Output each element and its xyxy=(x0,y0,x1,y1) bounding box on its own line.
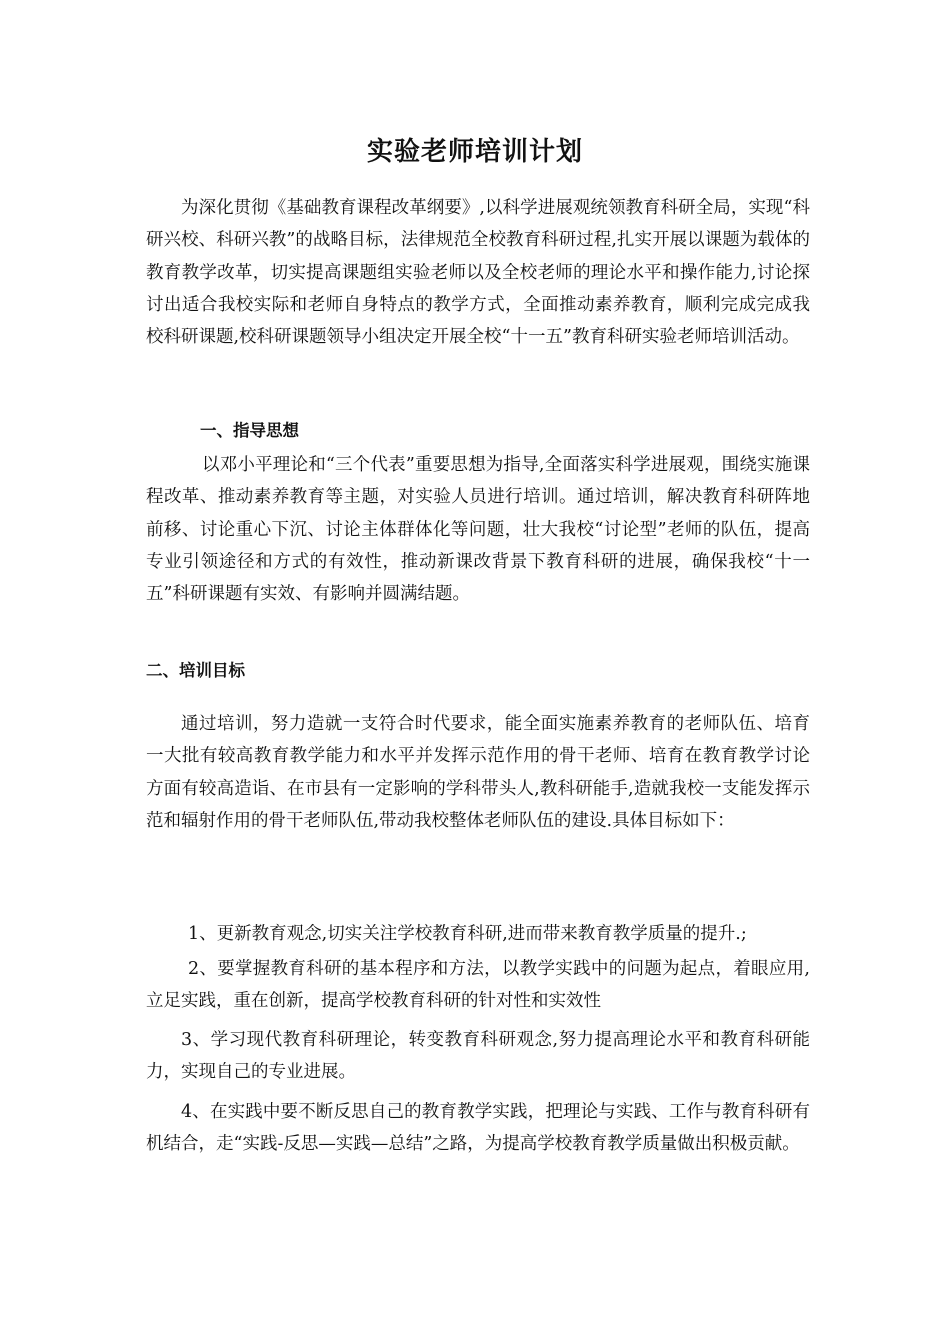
section1-heading: 一、指导思想 xyxy=(200,421,299,440)
goal-item-4: 4、在实践中要不断反思自己的教育教学实践，把理论与实践、工作与教育科研有机结合，走“实践-反思—实践—总结”之路，为提高学校教育教学质量做出积极贡献。 xyxy=(146,1102,810,1155)
goal-item-2: 2、要掌握教育科研的基本程序和方法，以教学实践中的问题为起点，着眼应用,立足实践，重在创新，提高学校教育科研的针对性和实效性 xyxy=(146,959,810,1012)
goal-item-1: 1、更新教育观念,切实关注学校教育科研,进而带来教育教学质量的提升.; xyxy=(188,924,747,944)
section2-heading: 二、培训目标 xyxy=(146,661,245,680)
goal-item-3: 3、学习现代教育科研理论，转变教育科研观念,努力提高理论水平和教育科研能力，实现自己的专业进展。 xyxy=(146,1030,810,1083)
section2-body: 通过培训，努力造就一支符合时代要求，能全面实施素养教育的老师队伍、培育一大批有较高教育教学能力和水平并发挥示范作用的骨干老师、培育在教育教学讨论方面有较高造诣、在市县有一定影响的学科带头人,教科研能手,造就我校一支能发挥示范和辐射作用的骨干老师队伍,带动我校整体老师队伍的建设.具体目标如下： xyxy=(146,714,810,831)
document-title: 实验老师培训计划 xyxy=(366,137,583,167)
section1-body: 以邓小平理论和“三个代表”重要思想为指导,全面落实科学进展观，围绕实施课程改革、推动素养教育等主题，对实验人员进行培训。通过培训，解决教育科研阵地前移、讨论重心下沉、讨论主体群体化等问题，壮大我校“讨论型”老师的队伍，提高专业引领途径和方式的有效性，推动新课改背景下教育科研的进展，确保我校“十一五”科研课题有实效、有影响并圆满结题。 xyxy=(146,455,810,605)
intro-paragraph: 为深化贯彻《基础教育课程改革纲要》,以科学进展观统领教育科研全局，实现“科研兴校、科研兴教”的战略目标，法律规范全校教育科研过程,扎实开展以课题为载体的教育教学改革，切实提高课题组实验老师以及全校老师的理论水平和操作能力,讨论探讨出适合我校实际和老师自身特点的教学方式，全面推动素养教育，顺利完成完成我校科研课题,校科研课题领导小组决定开展全校“十一五”教育科研实验老师培训活动。 xyxy=(146,198,810,348)
